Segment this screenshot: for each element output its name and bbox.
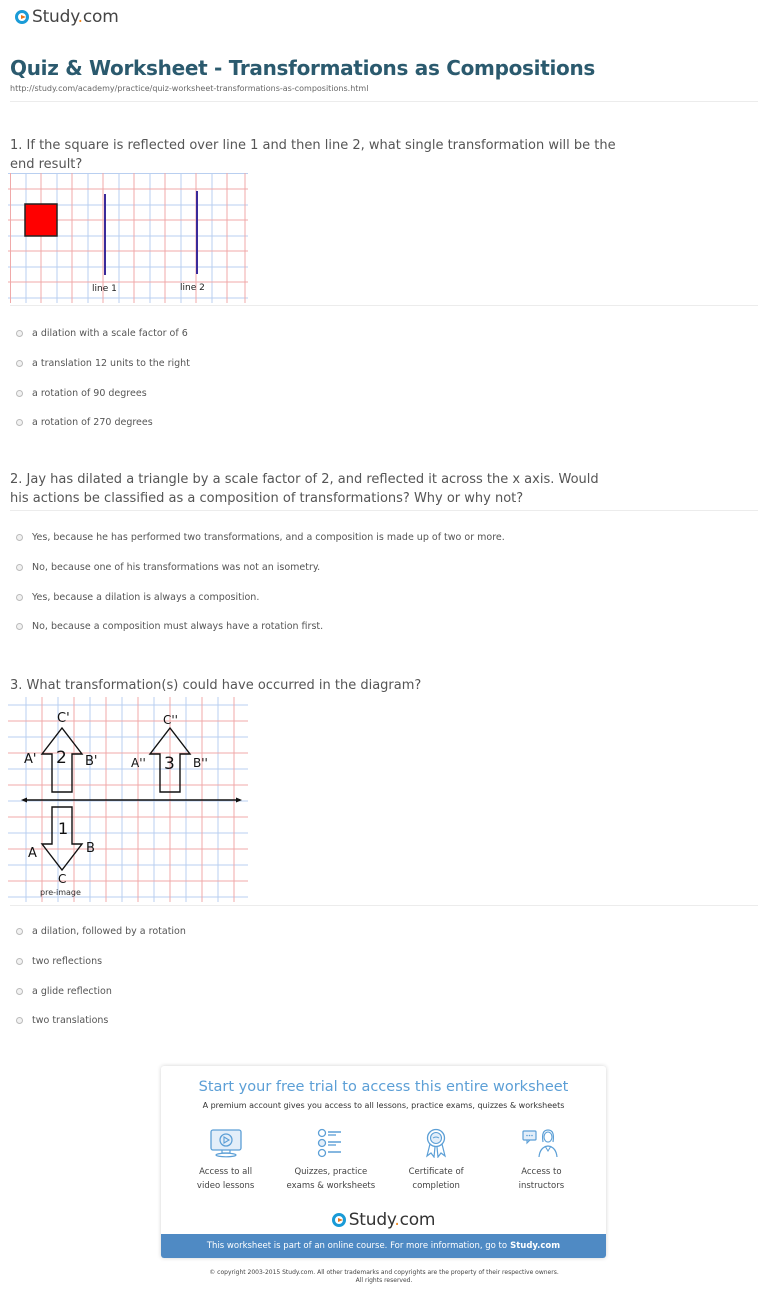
- radio-button[interactable]: [16, 419, 23, 426]
- vertex-label: A': [24, 752, 37, 767]
- feature-label: video lessons: [196, 1180, 255, 1191]
- question-2-divider: [10, 510, 758, 511]
- feature-label: exams & worksheets: [286, 1180, 376, 1191]
- promo-features: [161, 1128, 606, 1193]
- feature-instructors: [491, 1128, 591, 1193]
- line-1-label: line 1: [92, 284, 117, 294]
- answer-label: Yes, because a dilation is always a composition.: [32, 591, 260, 603]
- video-monitor-icon: [209, 1128, 243, 1158]
- radio-button[interactable]: [16, 1017, 23, 1024]
- feature-label: Certificate of: [408, 1167, 464, 1177]
- logo-text: Study.com: [348, 1210, 436, 1230]
- line-2-label: line 2: [180, 283, 205, 293]
- feature-label: Access to: [521, 1167, 562, 1177]
- question-1-answers: [16, 319, 190, 438]
- feature-video-lessons: [176, 1128, 276, 1193]
- answer-label: No, because a composition must always have a rotation first.: [32, 621, 324, 633]
- answer-option[interactable]: [16, 917, 186, 947]
- question-2-answers: [16, 523, 505, 642]
- answer-label: a rotation of 90 degrees: [32, 387, 147, 399]
- feature-certificate: [386, 1128, 486, 1193]
- vertex-label: B: [86, 841, 95, 856]
- logo-text: Study.com: [32, 7, 119, 27]
- vertex-label: C': [57, 711, 70, 726]
- play-circle-icon: [15, 10, 29, 24]
- answer-option[interactable]: [16, 523, 505, 553]
- radio-button[interactable]: [16, 928, 23, 935]
- free-trial-promo: [161, 1066, 606, 1258]
- radio-button[interactable]: [16, 958, 23, 965]
- page-url: http://study.com/academy/practice/quiz-worksheet-transformations-as-compositions.html: [10, 84, 369, 93]
- answer-label: a glide reflection: [32, 985, 112, 997]
- answer-option[interactable]: [16, 1006, 186, 1036]
- vertex-label: B'': [193, 756, 208, 770]
- radio-button[interactable]: [16, 594, 23, 601]
- answer-label: Yes, because he has performed two transformations, and a composition is made up of two or more.: [32, 532, 505, 544]
- radio-button[interactable]: [16, 390, 23, 397]
- answer-option[interactable]: [16, 947, 186, 977]
- radio-button[interactable]: [16, 360, 23, 367]
- question-1-text: 1. If the square is reflected over line 1 and then line 2, what single transformation will be the end result?: [10, 138, 616, 172]
- answer-label: two translations: [32, 1015, 109, 1027]
- answer-label: No, because one of his transformations was not an isometry.: [32, 562, 321, 574]
- copyright-text: © copyright 2003-2015 Study.com. All other trademarks and copyrights are the property of their respective owners.: [209, 1269, 559, 1276]
- pre-image-caption: pre-image: [40, 888, 81, 897]
- feature-label: Access to all: [199, 1167, 253, 1177]
- study-link[interactable]: Study.com: [510, 1241, 561, 1251]
- vertex-label: C'': [163, 713, 178, 727]
- arrow-2-label: 2: [56, 748, 67, 768]
- promo-subtitle: A premium account gives you access to all lessons, practice exams, quizzes & worksheets: [202, 1101, 565, 1110]
- feature-label: Quizzes, practice: [294, 1167, 368, 1177]
- question-1-diagram: [8, 173, 248, 303]
- answer-label: two reflections: [32, 956, 103, 968]
- vertex-label: A: [28, 846, 37, 861]
- answer-option[interactable]: [16, 976, 186, 1006]
- checklist-icon: [314, 1128, 348, 1158]
- question-2-text: 2. Jay has dilated a triangle by a scale factor of 2, and reflected it across the x axis. Would his actions be classified as a composition of transformations? Why or why not?: [10, 472, 599, 506]
- vertex-label: B': [85, 754, 98, 769]
- banner-text: This worksheet is part of an online course. For more information, go to: [206, 1241, 508, 1251]
- radio-button[interactable]: [16, 988, 23, 995]
- feature-quizzes: [281, 1128, 381, 1193]
- answer-label: a dilation, followed by a rotation: [32, 926, 186, 938]
- header-divider: [10, 101, 758, 102]
- radio-button[interactable]: [16, 564, 23, 571]
- vertex-label: C: [58, 872, 67, 886]
- study-logo[interactable]: [15, 6, 119, 28]
- question-1-divider: [10, 305, 758, 306]
- arrow-3-label: 3: [164, 754, 175, 774]
- radio-button[interactable]: [16, 330, 23, 337]
- answer-label: a translation 12 units to the right: [32, 358, 190, 370]
- question-3-divider: [10, 905, 758, 906]
- instructor-chat-icon: [521, 1128, 561, 1158]
- rights-text: All rights reserved.: [355, 1277, 413, 1284]
- answer-option[interactable]: [16, 553, 505, 583]
- arrow-1: [42, 807, 82, 870]
- question-3-diagram: [8, 697, 248, 902]
- answer-label: a dilation with a scale factor of 6: [32, 328, 188, 340]
- red-square: [25, 204, 57, 236]
- question-3-answers: [16, 917, 186, 1036]
- play-circle-icon: [332, 1213, 346, 1227]
- answer-option[interactable]: [16, 408, 190, 438]
- answer-label: a rotation of 270 degrees: [32, 417, 153, 429]
- course-info-banner: [161, 1234, 606, 1258]
- arrow-1-label: 1: [58, 819, 69, 838]
- question-3-text: 3. What transformation(s) could have occurred in the diagram?: [10, 678, 422, 693]
- answer-option[interactable]: [16, 378, 190, 408]
- feature-label: instructors: [518, 1180, 565, 1191]
- radio-button[interactable]: [16, 623, 23, 630]
- answer-option[interactable]: [16, 349, 190, 379]
- promo-title[interactable]: Start your free trial to access this entire worksheet: [198, 1079, 569, 1095]
- vertex-label: A'': [131, 756, 146, 770]
- answer-option[interactable]: [16, 612, 505, 642]
- promo-study-logo[interactable]: [161, 1210, 606, 1230]
- radio-button[interactable]: [16, 534, 23, 541]
- page-title: Quiz & Worksheet - Transformations as Compositions: [10, 56, 596, 80]
- copyright-notice: [0, 1269, 768, 1285]
- certificate-ribbon-icon: [419, 1128, 453, 1158]
- answer-option[interactable]: [16, 582, 505, 612]
- feature-label: completion: [412, 1180, 460, 1191]
- answer-option[interactable]: [16, 319, 190, 349]
